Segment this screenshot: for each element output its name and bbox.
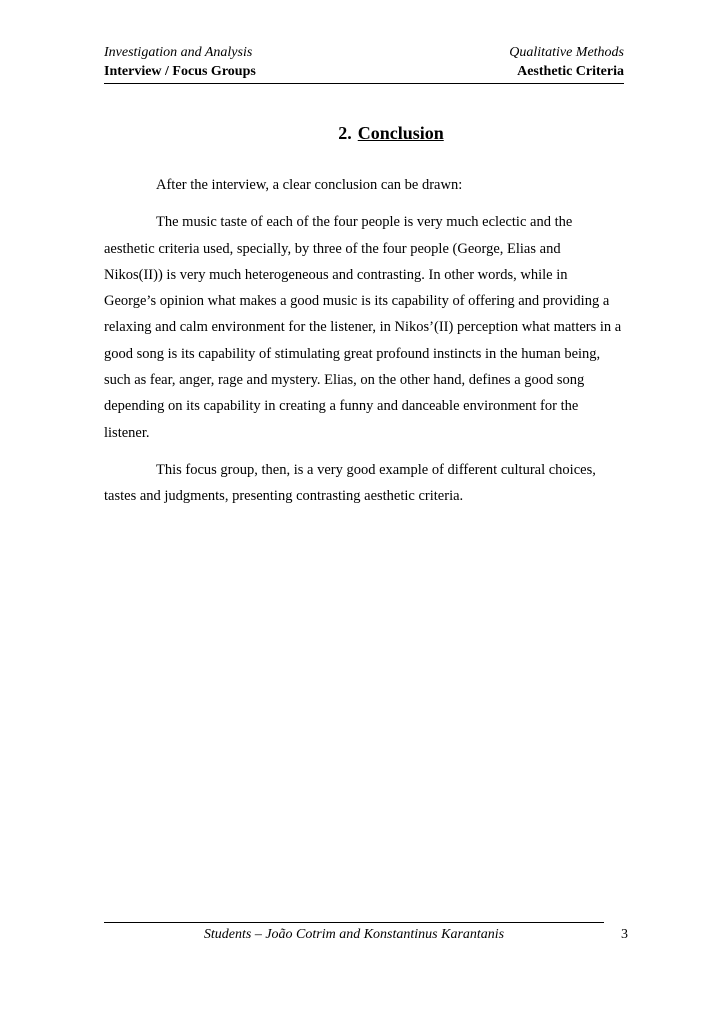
paragraph-intro: After the interview, a clear conclusion can be drawn: [156,177,463,193]
page-header [104,43,624,84]
document-body [104,172,622,521]
paragraph-main: The music taste of each of the four people is very much eclectic and the aesthetic criteria used, specially, by three of the four people (George, Elias and Nikos(II)) is very much heterogeneous and contrasting. In other words, while in George’s opinion what makes a good music is its capability of offering and providing a relaxing and calm environment for the listener, in Nikos’(II) perception what matters in a good song is its capability of stimulating great profound instincts in the human being, such as fear, anger, rage and mystery. Elias, on the other hand, defines a good song depending on its capability in creating a funny and danceable environment for the listener. [104,214,622,441]
paragraph-closing: This focus group, then, is a very good example of different cultural choices, tastes and judgments, presenting contrasting aesthetic criteria. [104,461,596,505]
header-methods-label: Qualitative Methods [509,45,624,60]
page-number: 3 [621,927,628,942]
header-row-top [104,43,624,62]
header-course-label: Investigation and Analysis [104,45,253,60]
section-number: 2. [338,123,352,143]
header-topic-label: Interview / Focus Groups [104,64,256,79]
section-title: Conclusion [357,123,444,143]
footer-divider [104,922,604,923]
section-heading [0,121,728,145]
header-row-bottom [104,62,624,81]
header-subtopic-label: Aesthetic Criteria [517,64,624,79]
footer-authors: Students – João Cotrim and Konstantinus Karantanis [203,927,505,942]
